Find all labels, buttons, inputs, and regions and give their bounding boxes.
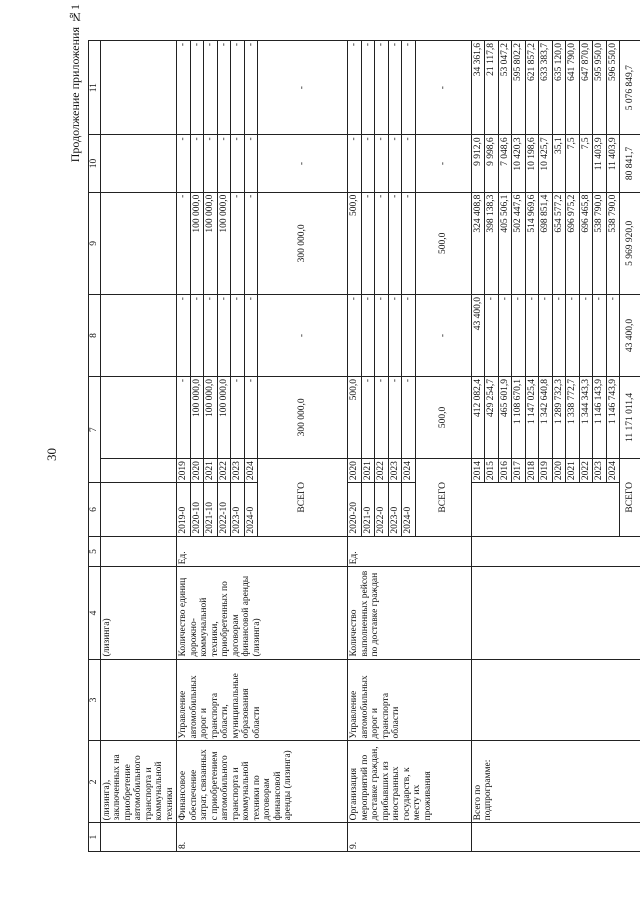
indicator-cell: (лизинга) <box>100 567 177 659</box>
continuation-title: Продолжение приложения №1 <box>68 4 82 163</box>
row9-year-row <box>348 41 362 852</box>
amount-cell: - <box>204 295 218 377</box>
amount-cell: - <box>375 192 389 294</box>
indicator-value: 2020-10 <box>190 483 204 536</box>
year-cell: 2019 <box>539 458 553 483</box>
amount-cell: 698 851,4 <box>539 192 553 294</box>
amount-cell: 405 506,1 <box>498 192 512 294</box>
total-amount: - <box>258 135 348 192</box>
indicator-value: 2021-10 <box>204 483 218 536</box>
year-cell: 2023 <box>388 458 402 483</box>
amount-cell: - <box>485 295 499 377</box>
total-label: ВСЕГО <box>415 458 471 536</box>
indicator-value: 2023-0 <box>231 483 245 536</box>
amount-cell: - <box>361 41 375 135</box>
column-header: 3 <box>89 659 101 741</box>
amount-cell: - <box>539 295 553 377</box>
amount-cell: - <box>204 41 218 135</box>
total-amount: - <box>258 41 348 135</box>
amount-cell: - <box>177 295 191 377</box>
indicator-value: 2022-10 <box>217 483 231 536</box>
amount-cell: 647 870,0 <box>579 41 593 135</box>
total-amount: 500,0 <box>415 376 471 458</box>
year-cell: 2022 <box>375 458 389 483</box>
amount-cell: 538 790,0 <box>606 192 620 294</box>
total-amount: 500,0 <box>415 192 471 294</box>
row-number: 9. <box>348 823 472 852</box>
amount-cell: - <box>375 41 389 135</box>
table-cell <box>100 41 177 135</box>
amount-cell: - <box>244 295 258 377</box>
amount-cell: - <box>190 295 204 377</box>
amount-cell: - <box>498 295 512 377</box>
amount-cell: 696 465,8 <box>579 192 593 294</box>
column-header: 8 <box>89 295 101 377</box>
total-label: ВСЕГО <box>258 458 348 536</box>
amount-cell: 1 289 732,3 <box>552 376 566 458</box>
column-header: 4 <box>89 567 101 659</box>
amount-cell: 1 338 772,7 <box>566 376 580 458</box>
amount-cell: - <box>348 41 362 135</box>
year-cell: 2022 <box>579 458 593 483</box>
amount-cell: - <box>388 135 402 192</box>
table-cell <box>100 192 177 294</box>
amount-cell: - <box>388 41 402 135</box>
year-cell: 2015 <box>485 458 499 483</box>
amount-cell: 100 000,0 <box>204 376 218 458</box>
table-cell <box>100 295 177 377</box>
amount-cell: - <box>361 376 375 458</box>
amount-cell: - <box>402 295 416 377</box>
amount-cell: - <box>217 135 231 192</box>
amount-cell: - <box>177 192 191 294</box>
amount-cell: 641 790,0 <box>566 41 580 135</box>
amount-cell: 538 790,0 <box>593 192 607 294</box>
amount-cell: - <box>525 295 539 377</box>
amount-cell: 1 344 343,3 <box>579 376 593 458</box>
amount-cell: - <box>244 135 258 192</box>
amount-cell: - <box>231 192 245 294</box>
amount-cell: 1 108 670,1 <box>512 376 526 458</box>
amount-cell: 696 975,2 <box>566 192 580 294</box>
amount-cell: - <box>231 135 245 192</box>
total-amount: 43 400,0 <box>620 295 640 377</box>
amount-cell: 412 082,4 <box>471 376 485 458</box>
amount-cell: - <box>244 376 258 458</box>
executor-cell: Управление автомобильных дорог и транспорта области <box>348 659 472 741</box>
table-cell <box>100 659 177 741</box>
amount-cell: - <box>375 376 389 458</box>
column-header: 7 <box>89 376 101 482</box>
amount-cell: 100 000,0 <box>217 376 231 458</box>
amount-cell: - <box>217 295 231 377</box>
year-cell: 2024 <box>244 458 258 483</box>
amount-cell: - <box>512 295 526 377</box>
amount-cell: - <box>375 295 389 377</box>
amount-cell: - <box>402 135 416 192</box>
amount-cell: 465 601,9 <box>498 376 512 458</box>
column-header: 9 <box>89 192 101 294</box>
measure-cell: (лизинга), заключенных на приобретение автомобильного транспорта и коммунальной техники <box>100 741 177 823</box>
total-amount: 5 076 849,7 <box>620 41 640 135</box>
amount-cell: 9 912,0 <box>471 135 485 192</box>
row-number: 8. <box>177 823 348 852</box>
amount-cell: - <box>190 41 204 135</box>
amount-cell: - <box>375 135 389 192</box>
amount-cell: - <box>361 295 375 377</box>
amount-cell: 595 950,0 <box>593 41 607 135</box>
amount-cell: - <box>388 376 402 458</box>
column-header: 5 <box>89 536 101 567</box>
amount-cell: 34 361,6 <box>471 41 485 135</box>
table-cell <box>100 536 177 567</box>
amount-cell: - <box>231 376 245 458</box>
summary-label: Всего по подпрограмме: <box>471 741 640 823</box>
page-number: 30 <box>44 448 59 461</box>
unit-cell: Ед. <box>177 536 348 567</box>
column-header: 11 <box>89 41 101 135</box>
total-amount: 80 841,7 <box>620 135 640 192</box>
total-amount: - <box>258 295 348 377</box>
table-cell <box>100 135 177 192</box>
indicator-value: 2024-0 <box>244 483 258 536</box>
year-cell: 2021 <box>566 458 580 483</box>
indicator-value: 2024-0 <box>402 483 416 536</box>
amount-cell: - <box>231 295 245 377</box>
total-amount: - <box>415 41 471 135</box>
amount-cell: 500,0 <box>348 192 362 294</box>
table-cell <box>471 536 640 567</box>
column-header: 10 <box>89 135 101 192</box>
amount-cell: - <box>606 295 620 377</box>
measure-cell: Организация мероприятий по доставке граждан, прибывших из иностранных государств, к месту их проживания <box>348 741 472 823</box>
amount-cell: - <box>348 295 362 377</box>
amount-cell: 621 857,2 <box>525 41 539 135</box>
amount-cell: - <box>244 192 258 294</box>
amount-cell: - <box>204 135 218 192</box>
amount-cell: 635 120,0 <box>552 41 566 135</box>
amount-cell: - <box>244 41 258 135</box>
indicator-value: 2019-0 <box>177 483 191 536</box>
amount-cell: 11 403,9 <box>593 135 607 192</box>
amount-cell: 429 254,7 <box>485 376 499 458</box>
total-amount: - <box>415 295 471 377</box>
total-amount: 11 171 011,4 <box>620 376 640 458</box>
amount-cell: 10 420,3 <box>512 135 526 192</box>
amount-cell: - <box>348 135 362 192</box>
amount-cell: - <box>361 135 375 192</box>
year-cell: 2016 <box>498 458 512 483</box>
amount-cell: 53 047,2 <box>498 41 512 135</box>
column-header: 6 <box>89 483 101 536</box>
year-cell: 2021 <box>204 458 218 483</box>
amount-cell: 500,0 <box>348 376 362 458</box>
amount-cell: 595 802,2 <box>512 41 526 135</box>
amount-cell: 10 198,6 <box>525 135 539 192</box>
amount-cell: 7,5 <box>566 135 580 192</box>
table-cell <box>100 823 177 852</box>
indicator-value: 2023-0 <box>388 483 402 536</box>
amount-cell: - <box>361 192 375 294</box>
indicator-value: 2021-0 <box>361 483 375 536</box>
column-header: 2 <box>89 741 101 823</box>
amount-cell: 1 147 025,4 <box>525 376 539 458</box>
indicator-cell: Количество единиц дорожно-коммунальной техники, приобретенных по договорам финансовой аренды (лизинга) <box>177 567 348 659</box>
measure-cell: Финансовое обеспечение затрат, связанных с приобретением автомобильного транспорта и коммунальной техники по договорам финансовой аренды (лизинга) <box>177 741 348 823</box>
table-cell <box>471 567 640 659</box>
amount-cell: 1 146 143,9 <box>593 376 607 458</box>
header-row <box>89 41 101 852</box>
amount-cell: 35,1 <box>552 135 566 192</box>
amount-cell: 398 138,3 <box>485 192 499 294</box>
year-cell: 2019 <box>177 458 191 483</box>
amount-cell: 596 550,0 <box>606 41 620 135</box>
amount-cell: 100 000,0 <box>204 192 218 294</box>
row8-year-row <box>177 41 191 852</box>
amount-cell: - <box>402 192 416 294</box>
amount-cell: - <box>177 135 191 192</box>
program-table <box>88 40 636 852</box>
amount-cell: 502 447,6 <box>512 192 526 294</box>
continuation-row <box>100 41 177 852</box>
amount-cell: 654 577,2 <box>552 192 566 294</box>
table-cell <box>471 823 640 852</box>
amount-cell: 1 342 640,8 <box>539 376 553 458</box>
amount-cell: 100 000,0 <box>190 192 204 294</box>
year-cell: 2020 <box>190 458 204 483</box>
amount-cell: 324 408,8 <box>471 192 485 294</box>
amount-cell: - <box>217 41 231 135</box>
table-cell <box>471 659 640 741</box>
amount-cell: 1 146 743,9 <box>606 376 620 458</box>
amount-cell: - <box>402 41 416 135</box>
indicator-value: 2020-20 <box>348 483 362 536</box>
year-cell: 2023 <box>231 458 245 483</box>
amount-cell: 7,5 <box>579 135 593 192</box>
total-amount: 300 000,0 <box>258 192 348 294</box>
table-cell <box>471 483 620 536</box>
year-cell: 2017 <box>512 458 526 483</box>
amount-cell: 100 000,0 <box>190 376 204 458</box>
year-cell: 2020 <box>348 458 362 483</box>
total-label: ВСЕГО <box>620 458 640 536</box>
year-cell: 2020 <box>552 458 566 483</box>
amount-cell: 514 969,6 <box>525 192 539 294</box>
summary-year-row <box>471 41 485 852</box>
amount-cell: 7 048,6 <box>498 135 512 192</box>
total-amount: 300 000,0 <box>258 376 348 458</box>
amount-cell: - <box>566 295 580 377</box>
amount-cell: 43 400,0 <box>471 295 485 377</box>
rotated-table-wrapper <box>88 40 636 852</box>
indicator-value: 2022-0 <box>375 483 389 536</box>
amount-cell: - <box>177 376 191 458</box>
table-cell <box>100 458 177 483</box>
year-cell: 2018 <box>525 458 539 483</box>
indicator-cell: Количество выполненных рейсов по доставке граждан <box>348 567 472 659</box>
amount-cell: - <box>552 295 566 377</box>
amount-cell: - <box>177 41 191 135</box>
total-amount: 5 969 920,0 <box>620 192 640 294</box>
amount-cell: - <box>231 41 245 135</box>
amount-cell: 633 383,7 <box>539 41 553 135</box>
table-cell <box>100 483 177 536</box>
unit-cell: Ед. <box>348 536 472 567</box>
column-header: 1 <box>89 823 101 852</box>
year-cell: 2021 <box>361 458 375 483</box>
amount-cell: 9 998,6 <box>485 135 499 192</box>
amount-cell: 11 403,9 <box>606 135 620 192</box>
year-cell: 2023 <box>593 458 607 483</box>
amount-cell: - <box>388 192 402 294</box>
amount-cell: - <box>388 295 402 377</box>
total-amount: - <box>415 135 471 192</box>
amount-cell: - <box>579 295 593 377</box>
amount-cell: - <box>593 295 607 377</box>
amount-cell: - <box>190 135 204 192</box>
amount-cell: - <box>402 376 416 458</box>
year-cell: 2022 <box>217 458 231 483</box>
executor-cell: Управление автомобильных дорог и транспорта области, муниципальные образования области <box>177 659 348 741</box>
table-cell <box>100 376 177 458</box>
amount-cell: 100 000,0 <box>217 192 231 294</box>
year-cell: 2024 <box>402 458 416 483</box>
year-cell: 2024 <box>606 458 620 483</box>
amount-cell: 21 117,8 <box>485 41 499 135</box>
year-cell: 2014 <box>471 458 485 483</box>
amount-cell: 10 425,7 <box>539 135 553 192</box>
